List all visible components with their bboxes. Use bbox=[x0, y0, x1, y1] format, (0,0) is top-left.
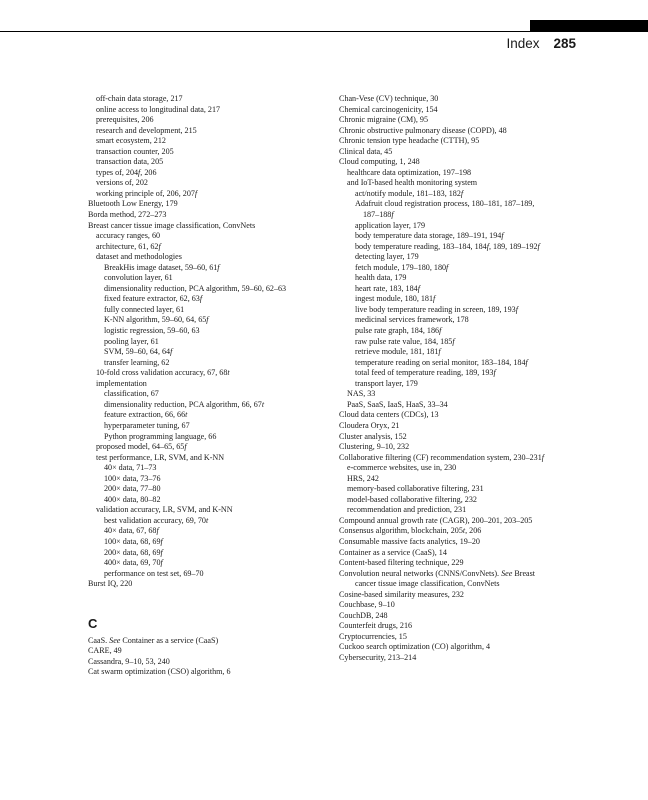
entry-text: prerequisites, 206 bbox=[96, 115, 154, 125]
entry-text: 400× data, 69, 70 bbox=[104, 558, 161, 568]
entry-text: application layer, 179 bbox=[355, 220, 426, 230]
entry-italic: t bbox=[185, 410, 188, 420]
entry-text: transport layer, 179 bbox=[355, 378, 418, 388]
entry-text-rest: , 189, 189–192 bbox=[488, 241, 538, 251]
entry-italic: f bbox=[525, 357, 528, 367]
entry-text: Adafruit cloud registration process, 180–181, 187–189, bbox=[355, 199, 535, 209]
entry-text: health data, 179 bbox=[355, 273, 407, 283]
index-subentry bbox=[339, 263, 579, 274]
entry-text: best validation accuracy, 69, 70 bbox=[104, 515, 206, 525]
entry-text: hyperparameter tuning, 67 bbox=[104, 420, 190, 430]
entry-italic: f bbox=[452, 336, 455, 346]
index-subentry bbox=[88, 495, 323, 506]
index-subentry bbox=[339, 242, 579, 253]
entry-text: Consensus algorithm, blockchain, 205 bbox=[339, 526, 463, 536]
index-subentry bbox=[88, 242, 323, 253]
index-subentry bbox=[88, 421, 323, 432]
index-subentry bbox=[88, 548, 323, 559]
entry-italic: f bbox=[537, 241, 540, 251]
index-subentry bbox=[88, 516, 323, 527]
entry-text: Clinical data, 45 bbox=[339, 146, 393, 156]
index-entry bbox=[88, 657, 323, 668]
entry-text: total feed of temperature reading, 189, 193 bbox=[355, 368, 494, 378]
entry-text: act/notify module, 181–183, 182 bbox=[355, 188, 461, 198]
index-subentry bbox=[88, 400, 323, 411]
index-subentry bbox=[88, 294, 323, 305]
entry-italic: f bbox=[160, 558, 163, 568]
entry-text: Clustering, 9–10, 232 bbox=[339, 442, 410, 452]
entry-text: Cloudera Oryx, 21 bbox=[339, 420, 400, 430]
index-subentry bbox=[88, 569, 323, 580]
entry-text: pooling layer, 61 bbox=[104, 336, 159, 346]
entry-italic: See bbox=[501, 568, 513, 578]
index-subentry bbox=[339, 389, 579, 400]
index-entry bbox=[339, 126, 579, 137]
entry-text: CARE, 49 bbox=[88, 646, 122, 656]
entry-italic: f bbox=[160, 536, 163, 546]
entry-italic: f bbox=[199, 294, 203, 304]
entry-text: CaaS. bbox=[88, 635, 110, 645]
index-entry bbox=[88, 667, 323, 678]
index-entry bbox=[339, 105, 579, 116]
index-subentry bbox=[88, 326, 323, 337]
index-subentry bbox=[339, 210, 579, 221]
index-entry bbox=[339, 94, 579, 105]
entry-text: and IoT-based health monitoring system bbox=[347, 178, 478, 188]
index-subentry bbox=[88, 136, 323, 147]
entry-text: Cryptocurrencies, 15 bbox=[339, 631, 407, 641]
entry-italic: f bbox=[391, 210, 394, 220]
entry-text: Chronic tension type headache (CTTH), 95 bbox=[339, 136, 480, 146]
entry-italic: f bbox=[417, 283, 420, 293]
entry-text: detecting layer, 179 bbox=[355, 252, 419, 262]
index-subentry bbox=[88, 337, 323, 348]
index-entry bbox=[339, 432, 579, 443]
entry-text: recommendation and prediction, 231 bbox=[347, 505, 467, 515]
entry-text: proposed model, 64–65, 65 bbox=[96, 442, 185, 452]
entry-italic: f bbox=[446, 262, 449, 272]
entry-text: fetch module, 179–180, 180 bbox=[355, 262, 447, 272]
entry-italic: f bbox=[194, 188, 198, 198]
index-subentry bbox=[88, 273, 323, 284]
section-gap bbox=[88, 590, 323, 616]
index-entry bbox=[339, 611, 579, 622]
index-subentry bbox=[339, 495, 579, 506]
running-head-label: Index bbox=[506, 36, 540, 51]
entry-italic: f bbox=[160, 547, 163, 557]
entry-text: PaaS, SaaS, IaaS, HaaS, 33–34 bbox=[347, 399, 448, 409]
index-subentry bbox=[339, 379, 579, 390]
entry-text: Cassandra, 9–10, 53, 240 bbox=[88, 656, 170, 666]
index-subentry bbox=[339, 252, 579, 263]
index-subentry bbox=[339, 368, 579, 379]
index-entry bbox=[339, 642, 579, 653]
index-subentry bbox=[88, 463, 323, 474]
entry-text: live body temperature reading in screen, 189, 193 bbox=[355, 304, 516, 314]
entry-text: HRS, 242 bbox=[347, 473, 379, 483]
index-entry bbox=[88, 199, 323, 210]
entry-text: Cat swarm optimization (CSO) algorithm, 6 bbox=[88, 667, 231, 677]
entry-text: body temperature data storage, 189–191, 194 bbox=[355, 231, 502, 241]
entry-text: Cloud computing, 1, 248 bbox=[339, 157, 420, 167]
index-subentry bbox=[88, 189, 323, 200]
index-subentry bbox=[339, 199, 579, 210]
entry-text: Bluetooth Low Energy, 179 bbox=[88, 199, 178, 209]
entry-text: performance on test set, 69–70 bbox=[104, 568, 204, 578]
entry-italic: f bbox=[493, 368, 496, 378]
index-entry bbox=[339, 548, 579, 559]
entry-text: Cluster analysis, 152 bbox=[339, 431, 407, 441]
index-entry bbox=[339, 526, 579, 537]
index-subentry bbox=[339, 474, 579, 485]
index-entry bbox=[339, 632, 579, 643]
entry-italic: f bbox=[515, 304, 518, 314]
index-subentry bbox=[88, 453, 323, 464]
entry-text: transaction data, 205 bbox=[96, 157, 164, 167]
entry-text: working principle of, 206, 207 bbox=[96, 188, 195, 198]
entry-text-rest: Container as a service (CaaS) bbox=[120, 635, 219, 645]
index-entry bbox=[339, 421, 579, 432]
entry-text: smart ecosystem, 212 bbox=[96, 136, 166, 146]
index-subentry bbox=[339, 178, 579, 189]
index-subentry bbox=[88, 368, 323, 379]
entry-text: 400× data, 80–82 bbox=[104, 494, 161, 504]
entry-text: logistic regression, 59–60, 63 bbox=[104, 326, 200, 336]
entry-text: Breast cancer tissue image classification, ConvNets bbox=[88, 220, 256, 230]
entry-text: Cybersecurity, 213–214 bbox=[339, 652, 417, 662]
index-subentry bbox=[339, 231, 579, 242]
entry-text: online access to longitudinal data, 217 bbox=[96, 104, 221, 114]
index-subentry bbox=[88, 432, 323, 443]
index-entry bbox=[339, 410, 579, 421]
entry-text: retrieve module, 181, 181 bbox=[355, 347, 439, 357]
entry-text: convolution layer, 61 bbox=[104, 273, 173, 283]
entry-text: Cloud data centers (CDCs), 13 bbox=[339, 410, 439, 420]
entry-italic: f bbox=[138, 167, 141, 177]
index-subentry bbox=[339, 358, 579, 369]
entry-text: types of, 204 bbox=[96, 167, 139, 177]
entry-text: ingest module, 180, 181 bbox=[355, 294, 434, 304]
index-subentry bbox=[339, 579, 579, 590]
index-column-right bbox=[339, 94, 579, 664]
entry-text: Content-based filtering technique, 229 bbox=[339, 558, 464, 568]
entry-text: Compound annual growth rate (CAGR), 200–201, 203–205 bbox=[339, 515, 533, 525]
index-subentry bbox=[339, 315, 579, 326]
index-subentry bbox=[88, 168, 323, 179]
index-subentry bbox=[339, 168, 579, 179]
index-subentry bbox=[88, 358, 323, 369]
entry-text: pulse rate graph, 184, 186 bbox=[355, 326, 440, 336]
index-entry bbox=[88, 646, 323, 657]
index-subentry bbox=[339, 463, 579, 474]
entry-text: fixed feature extractor, 62, 63 bbox=[104, 294, 200, 304]
entry-italic: f bbox=[156, 526, 159, 536]
index-subentry bbox=[88, 126, 323, 137]
index-subentry bbox=[88, 347, 323, 358]
index-subentry bbox=[88, 231, 323, 242]
entry-italic: f bbox=[439, 326, 442, 336]
index-subentry bbox=[88, 284, 323, 295]
entry-text: 200× data, 77–80 bbox=[104, 484, 161, 494]
entry-text-rest: Breast bbox=[512, 568, 536, 578]
entry-text: classification, 67 bbox=[104, 389, 159, 399]
entry-text: Chronic obstructive pulmonary disease (COPD), 48 bbox=[339, 125, 507, 135]
index-subentry bbox=[88, 105, 323, 116]
index-subentry bbox=[88, 379, 323, 390]
index-entry bbox=[339, 590, 579, 601]
entry-italic: t bbox=[462, 526, 466, 536]
page-number: 285 bbox=[553, 36, 576, 51]
entry-italic: f bbox=[158, 241, 161, 251]
entry-text: dimensionality reduction, PCA algorithm, 66, 67 bbox=[104, 399, 262, 409]
section-letter-heading: C bbox=[88, 615, 98, 631]
entry-text: 100× data, 73–76 bbox=[104, 473, 161, 483]
entry-text: cancer tissue image classification, ConvNets bbox=[355, 579, 500, 589]
index-subentry bbox=[88, 558, 323, 569]
entry-italic: See bbox=[109, 635, 121, 645]
entry-text-rest: , 206 bbox=[465, 526, 482, 536]
index-subentry bbox=[88, 505, 323, 516]
index-subentry bbox=[339, 305, 579, 316]
entry-text: NAS, 33 bbox=[347, 389, 376, 399]
index-entry bbox=[339, 600, 579, 611]
entry-text: temperature reading on serial monitor, 183–184, 184 bbox=[355, 357, 526, 367]
running-head bbox=[506, 36, 576, 51]
index-subentry bbox=[88, 147, 323, 158]
index-entry bbox=[339, 653, 579, 664]
entry-italic: f bbox=[460, 188, 464, 198]
index-subentry bbox=[339, 484, 579, 495]
entry-text: 40× data, 67, 68 bbox=[104, 526, 157, 536]
entry-italic: f bbox=[541, 452, 545, 462]
entry-text: Borda method, 272–273 bbox=[88, 210, 167, 220]
entry-text: Convolution neural networks (CNNS/ConvNets). bbox=[339, 568, 502, 578]
entry-text: Cuckoo search optimization (CO) algorithm, 4 bbox=[339, 642, 491, 652]
entry-italic: f bbox=[206, 315, 209, 325]
index-subentry bbox=[88, 474, 323, 485]
entry-text-rest: , 206 bbox=[140, 167, 157, 177]
index-entry bbox=[88, 210, 323, 221]
index-entry bbox=[88, 636, 323, 647]
entry-text: versions of, 202 bbox=[96, 178, 148, 188]
entry-text: test performance, LR, SVM, and K-NN bbox=[96, 452, 225, 462]
index-subentry bbox=[88, 484, 323, 495]
entry-text: Collaborative filtering (CF) recommendation system, 230–231 bbox=[339, 452, 542, 462]
index-subentry bbox=[88, 252, 323, 263]
entry-text: dimensionality reduction, PCA algorithm, 59–60, 62–63 bbox=[104, 283, 287, 293]
entry-italic: f bbox=[433, 294, 436, 304]
index-entry bbox=[339, 537, 579, 548]
entry-text: Couchbase, 9–10 bbox=[339, 600, 395, 610]
header-rule bbox=[0, 31, 648, 32]
index-subentry bbox=[339, 326, 579, 337]
entry-text: Container as a service (CaaS), 14 bbox=[339, 547, 447, 557]
entry-text: body temperature reading, 183–184, 184 bbox=[355, 241, 487, 251]
index-subentry bbox=[88, 526, 323, 537]
index-subentry bbox=[339, 189, 579, 200]
index-subentry bbox=[88, 442, 323, 453]
entry-italic: f bbox=[486, 241, 489, 251]
entry-text: transfer learning, 62 bbox=[104, 357, 170, 367]
index-subentry bbox=[339, 273, 579, 284]
entry-text: heart rate, 183, 184 bbox=[355, 283, 418, 293]
entry-italic: f bbox=[501, 231, 504, 241]
index-subentry bbox=[88, 157, 323, 168]
entry-text: 200× data, 68, 69 bbox=[104, 547, 161, 557]
entry-italic: f bbox=[170, 347, 173, 357]
entry-text: validation accuracy, LR, SVM, and K-NN bbox=[96, 505, 233, 515]
entry-text: BreakHis image dataset, 59–60, 61 bbox=[104, 262, 218, 272]
entry-text: healthcare data optimization, 197–198 bbox=[347, 167, 472, 177]
entry-text: off-chain data storage, 217 bbox=[96, 94, 183, 103]
entry-text: fully connected layer, 61 bbox=[104, 304, 185, 314]
index-subentry bbox=[88, 315, 323, 326]
entry-text: feature extraction, 66, 66 bbox=[104, 410, 186, 420]
index-entry bbox=[339, 115, 579, 126]
index-column-left bbox=[88, 94, 323, 678]
index-subentry bbox=[88, 389, 323, 400]
entry-text: transaction counter, 205 bbox=[96, 146, 174, 156]
entry-text: 100× data, 68, 69 bbox=[104, 536, 161, 546]
entry-text: 40× data, 71–73 bbox=[104, 463, 157, 473]
entry-text: architecture, 61, 62 bbox=[96, 241, 159, 251]
entry-text: dataset and methodologies bbox=[96, 252, 182, 262]
index-subentry bbox=[339, 400, 579, 411]
entry-italic: f bbox=[184, 442, 187, 452]
entry-italic: t bbox=[205, 515, 209, 525]
index-subentry bbox=[88, 115, 323, 126]
index-entry bbox=[339, 136, 579, 147]
entry-text: Chemical carcinogenicity, 154 bbox=[339, 104, 438, 114]
index-entry bbox=[339, 147, 579, 158]
entry-text: Consumable massive facts analytics, 19–20 bbox=[339, 536, 480, 546]
entry-text: 187–188 bbox=[363, 210, 392, 220]
index-entry bbox=[88, 579, 323, 590]
index-subentry bbox=[88, 94, 323, 105]
entry-text: implementation bbox=[96, 378, 147, 388]
index-subentry bbox=[88, 537, 323, 548]
index-subentry bbox=[88, 263, 323, 274]
entry-text: CouchDB, 248 bbox=[339, 610, 388, 620]
index-subentry bbox=[339, 284, 579, 295]
index-entry bbox=[339, 157, 579, 168]
entry-text: Chronic migraine (CM), 95 bbox=[339, 115, 429, 125]
entry-text: Burst IQ, 220 bbox=[88, 579, 133, 589]
index-entry bbox=[339, 516, 579, 527]
entry-text: Counterfeit drugs, 216 bbox=[339, 621, 413, 631]
index-subentry bbox=[339, 505, 579, 516]
entry-text: 10-fold cross validation accuracy, 67, 68 bbox=[96, 368, 228, 378]
index-subentry bbox=[339, 337, 579, 348]
entry-text: medicinal services framework, 178 bbox=[355, 315, 469, 325]
index-subentry bbox=[88, 178, 323, 189]
index-entry bbox=[339, 558, 579, 569]
index-entry bbox=[339, 442, 579, 453]
entry-text: accuracy ranges, 60 bbox=[96, 231, 161, 241]
entry-text: e-commerce websites, use in, 230 bbox=[347, 463, 457, 473]
entry-italic: t bbox=[227, 368, 230, 378]
index-entry bbox=[339, 453, 579, 464]
entry-text: memory-based collaborative filtering, 231 bbox=[347, 484, 484, 494]
entry-italic: t bbox=[261, 399, 265, 409]
entry-italic: f bbox=[217, 262, 220, 272]
index-entry bbox=[339, 569, 579, 580]
entry-text: raw pulse rate value, 184, 185 bbox=[355, 336, 453, 346]
index-subentry bbox=[88, 410, 323, 421]
entry-text: Python programming language, 66 bbox=[104, 431, 217, 441]
entry-text: research and development, 215 bbox=[96, 125, 197, 135]
index-subentry bbox=[88, 305, 323, 316]
index-entry bbox=[88, 221, 323, 232]
index-entry bbox=[339, 621, 579, 632]
index-subentry bbox=[339, 347, 579, 358]
index-subentry bbox=[339, 294, 579, 305]
entry-text: Chan-Vese (CV) technique, 30 bbox=[339, 94, 439, 103]
entry-text: model-based collaborative filtering, 232 bbox=[347, 494, 477, 504]
entry-text: SVM, 59–60, 64, 64 bbox=[104, 347, 171, 357]
entry-text: K-NN algorithm, 59–60, 64, 65 bbox=[104, 315, 207, 325]
entry-text: Cosine-based similarity measures, 232 bbox=[339, 589, 464, 599]
index-subentry bbox=[339, 221, 579, 232]
entry-italic: f bbox=[438, 347, 441, 357]
